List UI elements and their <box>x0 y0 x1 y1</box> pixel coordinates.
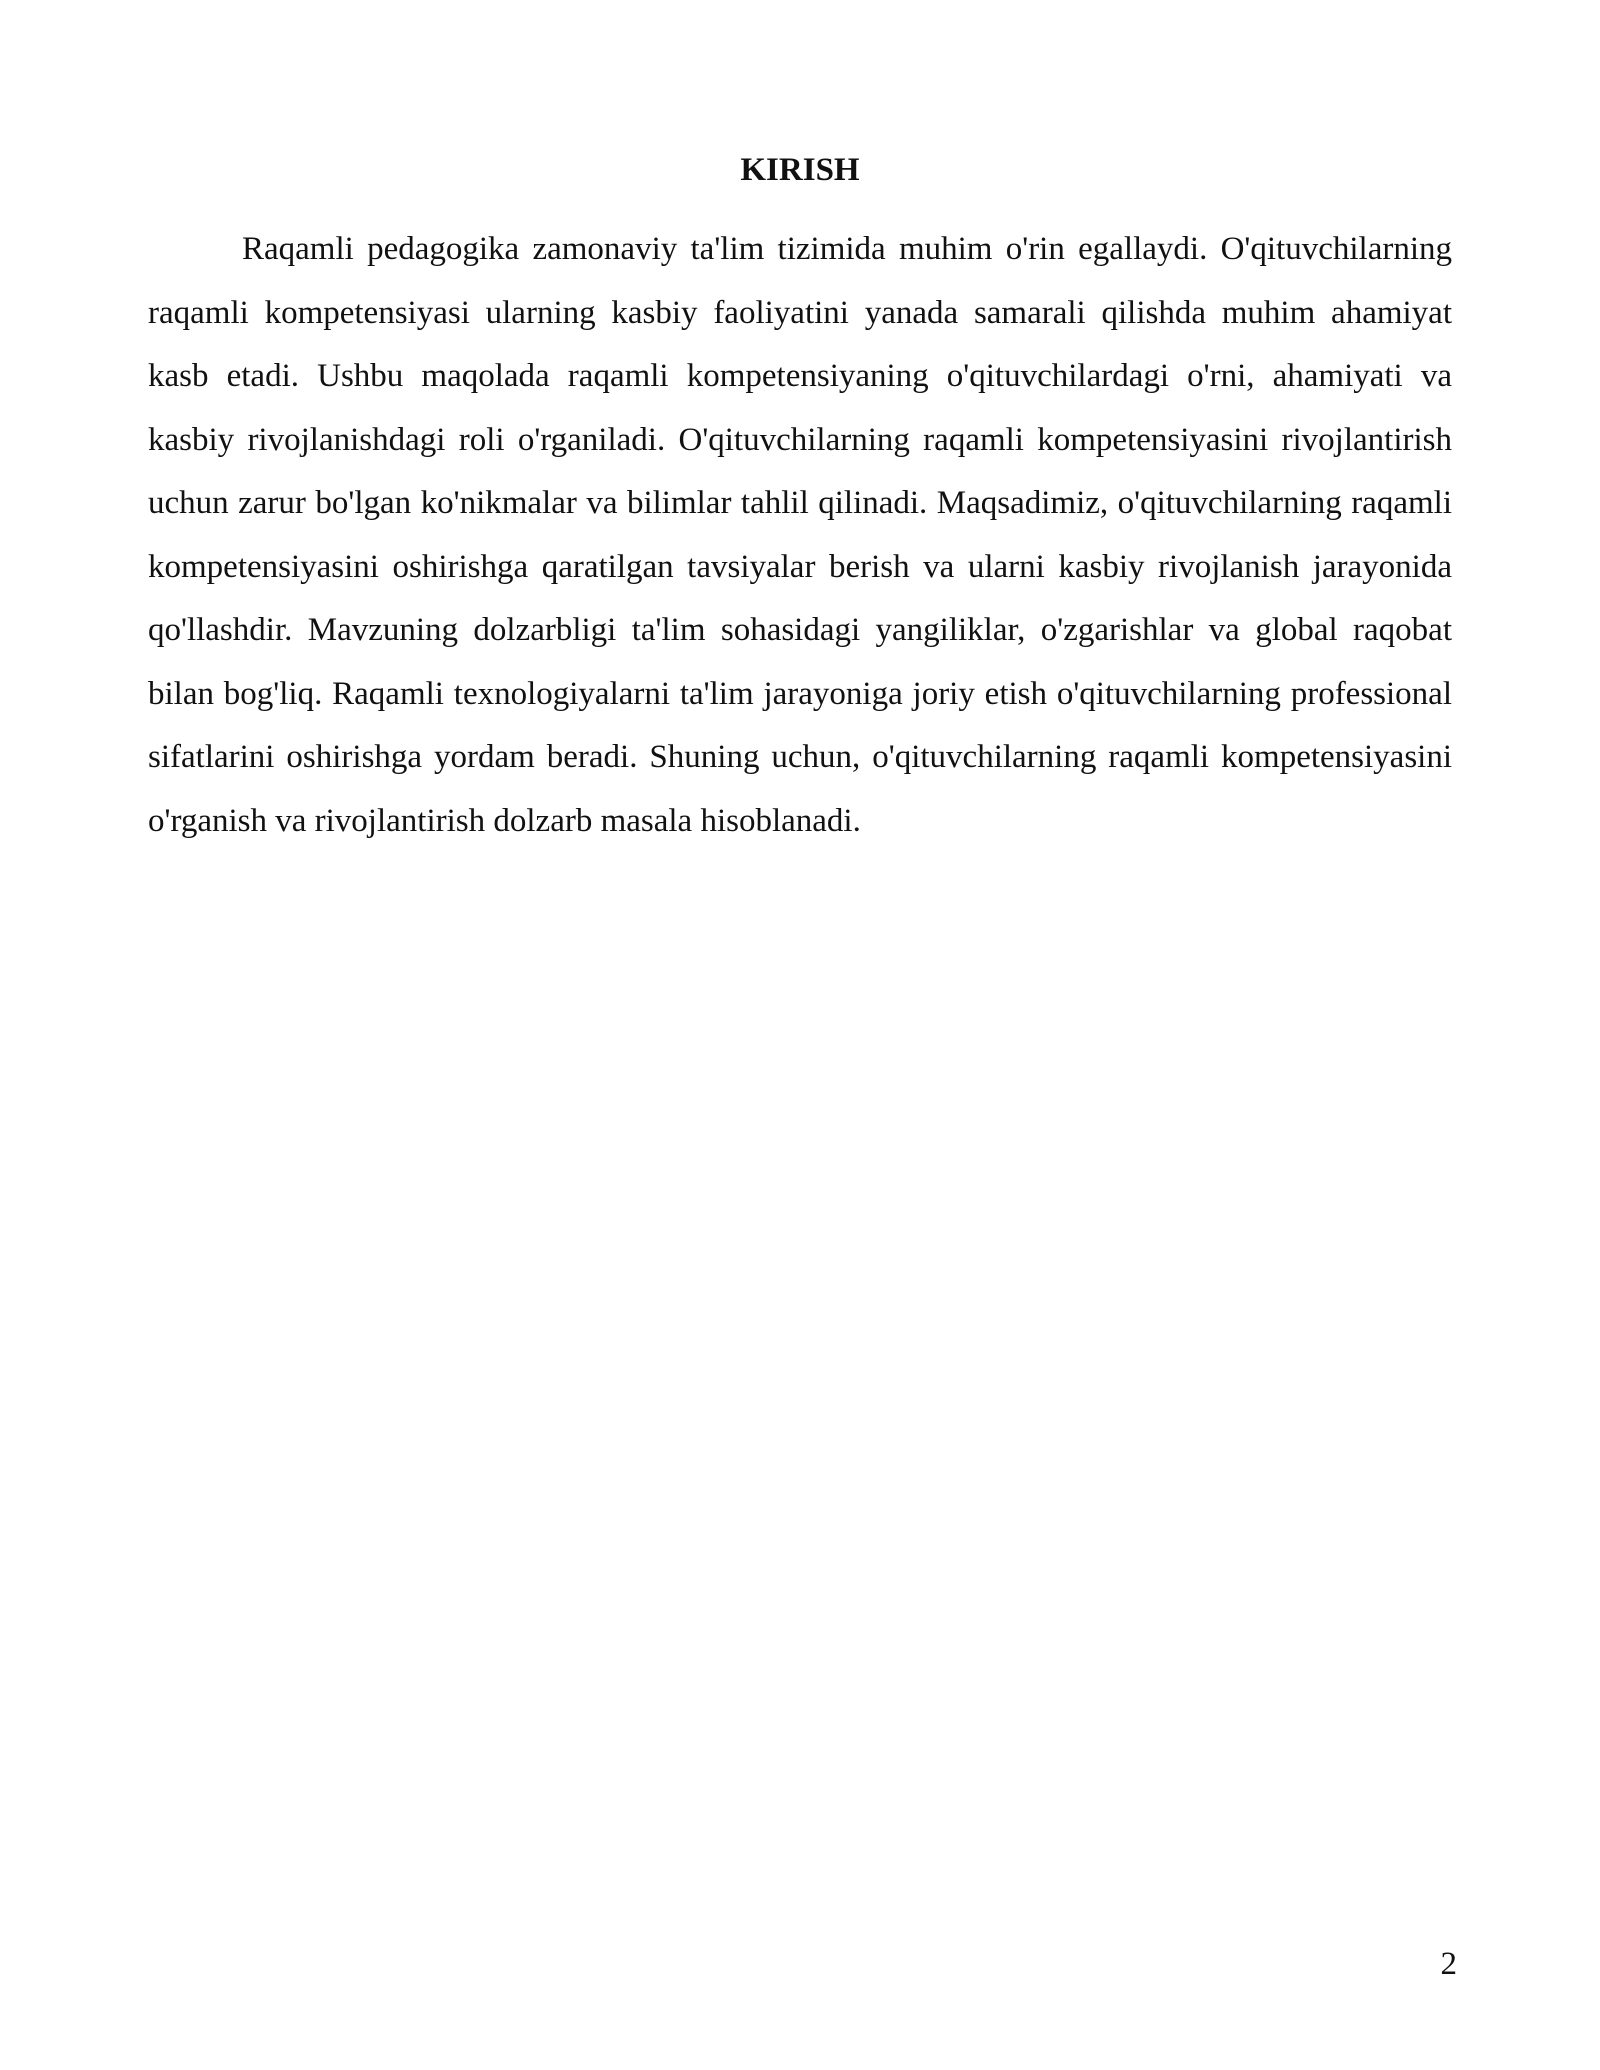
section-heading: KIRISH <box>740 152 860 188</box>
body-paragraph: Raqamli pedagogika zamonaviy ta'lim tizimida muhim o'rin egallaydi. O'qituvchilarning raqamli kompetensiyasi ularning kasbiy faoliyatini yanada samarali qilishda muhim ahamiyat kasb etadi. Ushbu maqolada raqamli kompetensiyaning o'qituvchilardagi o'rni, ahamiyati va kasbiy rivojlanishdagi roli o'rganiladi. O'qituvchilarning raqamli kompetensiyasini rivojlantirish uchun zarur bo'lgan ko'nikmalar va bilimlar tahlil qilinadi. Maqsadimiz, o'qituvchilarning raqamli kompetensiyasini oshirishga qaratilgan tavsiyalar berish va ularni kasbiy rivojlanish jarayonida qo'llashdir. Mavzuning dolzarbligi ta'lim sohasidagi yangiliklar, o'zgarishlar va global raqobat bilan bog'liq. Raqamli texnologiyalarni ta'lim jarayoniga joriy etish o'qituvchilarning professional sifatlarini oshirishga yordam beradi. Shuning uchun, o'qituvchilarning raqamli kompetensiyasini o'rganish va rivojlantirish dolzarb masala hisoblanadi. <box>148 231 1452 839</box>
page-number: 2 <box>1440 1946 1457 1982</box>
